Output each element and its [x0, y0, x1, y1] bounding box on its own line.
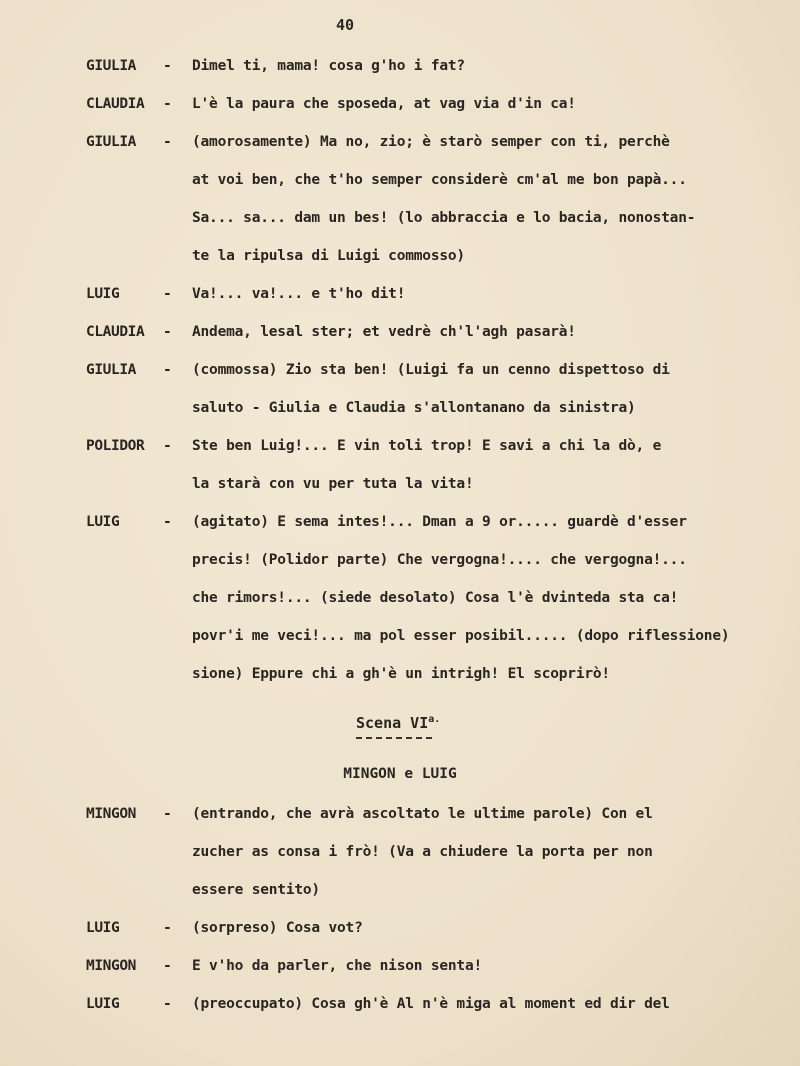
script-line — [0, 438, 800, 462]
speaker-dash: - — [163, 996, 172, 1012]
speaker-name: MINGON — [86, 958, 136, 974]
script-line — [0, 882, 800, 906]
dialogue-text: precis! (Polidor parte) Che vergogna!.... che vergogna!... — [192, 552, 687, 568]
script-line — [0, 400, 800, 424]
dialogue-text: zucher as consa i frò! (Va a chiudere la porta per non — [192, 844, 653, 860]
speaker-name: CLAUDIA — [86, 324, 145, 340]
dialogue-text: saluto - Giulia e Claudia s'allontanano da sinistra) — [192, 400, 636, 416]
speaker-dash: - — [163, 134, 172, 150]
speaker-name: CLAUDIA — [86, 96, 145, 112]
script-line — [0, 996, 800, 1020]
dialogue-text: Andema, lesal ster; et vedrè ch'l'agh pasarà! — [192, 324, 576, 340]
script-line — [0, 96, 800, 120]
script-line — [0, 134, 800, 158]
script-line — [0, 920, 800, 944]
dialogue-text: Va!... va!... e t'ho dit! — [192, 286, 406, 302]
script-line — [0, 552, 800, 576]
script-line — [0, 958, 800, 982]
dialogue-text: essere sentito) — [192, 882, 320, 898]
speaker-dash: - — [163, 58, 172, 74]
dialogue-text: te la ripulsa di Luigi commosso) — [192, 248, 465, 264]
script-line — [0, 210, 800, 234]
speaker-name: GIULIA — [86, 134, 136, 150]
speaker-dash: - — [163, 920, 172, 936]
script-line — [0, 248, 800, 272]
dialogue-text: Ste ben Luig!... E vin toli trop! E savi a chi la dò, e — [192, 438, 662, 454]
dialogue-text: (preoccupato) Cosa gh'è Al n'è miga al moment ed dir del — [192, 996, 670, 1012]
dialogue-text: (entrando, che avrà ascoltato le ultime parole) Con el — [192, 806, 653, 822]
speaker-dash: - — [163, 324, 172, 340]
speaker-name: GIULIA — [86, 362, 136, 378]
dialogue-text: at voi ben, che t'ho semper considerè cm'al me bon papà... — [192, 172, 687, 188]
dialogue-text: che rimors!... (siede desolato) Cosa l'è dvinteda sta ca! — [192, 590, 679, 606]
speaker-name: MINGON — [86, 806, 136, 822]
speaker-name: POLIDOR — [86, 438, 145, 454]
script-line — [0, 58, 800, 82]
script-line — [0, 514, 800, 538]
speaker-name: GIULIA — [86, 58, 136, 74]
dialogue-text: povr'i me veci!... ma pol esser posibil..... (dopo riflessione) — [192, 628, 730, 644]
script-line — [0, 324, 800, 348]
scene-underline — [356, 737, 432, 739]
speaker-name: LUIG — [86, 514, 120, 530]
scene-heading — [356, 714, 440, 732]
speaker-name: LUIG — [86, 286, 120, 302]
dialogue-text: (amorosamente) Ma no, zio; è starò semper con ti, perchè — [192, 134, 670, 150]
dialogue-text: Dimel ti, mama! cosa g'ho i fat? — [192, 58, 465, 74]
script-line — [0, 666, 800, 690]
dialogue-text: (sorpreso) Cosa vot? — [192, 920, 363, 936]
dialogue-text: la starà con vu per tuta la vita! — [192, 476, 474, 492]
scene-superscript: a. — [428, 714, 441, 725]
speaker-dash: - — [163, 96, 172, 112]
dialogue-text: E v'ho da parler, che nison senta! — [192, 958, 483, 974]
script-line — [0, 590, 800, 614]
dialogue-text: L'è la paura che sposeda, at vag via d'in ca! — [192, 96, 576, 112]
speaker-name: LUIG — [86, 996, 120, 1012]
page-number: 40 — [335, 16, 355, 34]
dialogue-text: (agitato) E sema intes!... Dman a 9 or..... guardè d'esser — [192, 514, 687, 530]
speaker-dash: - — [163, 514, 172, 530]
script-line — [0, 172, 800, 196]
speaker-dash: - — [163, 438, 172, 454]
script-line — [0, 844, 800, 868]
dialogue-text: sione) Eppure chi a gh'è un intrigh! El scoprirò! — [192, 666, 610, 682]
script-line — [0, 362, 800, 386]
script-line — [0, 476, 800, 500]
speaker-dash: - — [163, 958, 172, 974]
dialogue-text: (commossa) Zio sta ben! (Luigi fa un cenno dispettoso di — [192, 362, 670, 378]
script-line — [0, 286, 800, 310]
script-line — [0, 628, 800, 652]
speaker-dash: - — [163, 286, 172, 302]
dialogue-text: Sa... sa... dam un bes! (lo abbraccia e lo bacia, nonostan- — [192, 210, 696, 226]
speaker-dash: - — [163, 806, 172, 822]
scene-title: Scena VI — [356, 714, 429, 732]
speaker-dash: - — [163, 362, 172, 378]
scene-characters: MINGON e LUIG — [343, 766, 457, 782]
script-line — [0, 806, 800, 830]
speaker-name: LUIG — [86, 920, 120, 936]
